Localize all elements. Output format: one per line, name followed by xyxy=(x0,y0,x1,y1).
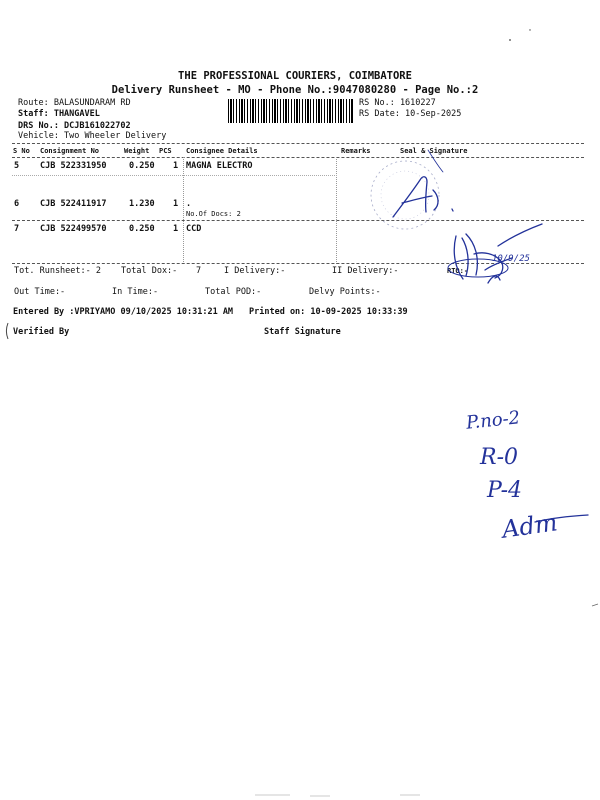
drs-number: DRS No.: DCJB161022702 xyxy=(18,121,131,131)
table-row-docs-note: No.Of Docs: 2 xyxy=(186,210,241,218)
handwritten-page-number: P.no-2 xyxy=(465,407,522,434)
verified-by: Verified By xyxy=(13,327,70,337)
first-delivery: I Delivery:- xyxy=(224,266,286,276)
table-row-consignee: MAGNA ELECTRO xyxy=(186,161,253,171)
company-title: THE PROFESSIONAL COURIERS, COIMBATORE xyxy=(178,70,412,82)
table-row-consignee: CCD xyxy=(186,224,202,234)
total-runsheet: Tot. Runsheet:- 2 xyxy=(14,266,101,276)
second-delivery: II Delivery:- xyxy=(332,266,399,276)
handwritten-p-count: P-4 xyxy=(487,478,523,503)
staff: Staff: THANGAVEL xyxy=(18,109,100,119)
col-header-remarks: Remarks xyxy=(341,147,371,155)
table-row-pcs: 1 xyxy=(173,224,179,234)
vehicle: Vehicle: Two Wheeler Delivery xyxy=(18,131,167,141)
table-row-sno: 5 xyxy=(14,161,20,171)
table-row-pcs: 1 xyxy=(173,161,179,171)
total-dox-value: 7 xyxy=(196,266,202,276)
handwritten-r-count: R-0 xyxy=(480,445,518,470)
table-row-weight: 0.250 xyxy=(129,161,155,171)
rs-number: RS No.: 1610227 xyxy=(359,98,436,108)
entered-by: Entered By :VPRIYAMO 09/10/2025 10:31:21 AM xyxy=(13,307,234,317)
table-row-weight: 1.230 xyxy=(129,199,155,209)
table-row-sno: 6 xyxy=(14,199,20,209)
runsheet-subtitle: Delivery Runsheet - MO - Phone No.:9047080280 - Page No.:2 xyxy=(111,84,479,96)
staff-signature-label: Staff Signature xyxy=(264,327,341,337)
stamp-date: 10/9/25 xyxy=(492,254,530,264)
col-header-sno: S No xyxy=(13,147,30,155)
delivery-points: Delvy Points:- xyxy=(309,287,381,297)
handwritten-signature: Adm xyxy=(500,508,560,544)
out-time: Out Time:- xyxy=(14,287,66,297)
route: Route: BALASUNDARAM RD xyxy=(18,98,131,108)
in-time: In Time:- xyxy=(112,287,159,297)
table-row-sno: 7 xyxy=(14,224,20,234)
table-row-weight: 0.250 xyxy=(129,224,155,234)
total-dox-label: Total Dox:- xyxy=(121,266,178,276)
table-row-consignment: CJB 522411917 xyxy=(40,199,107,209)
table-row-pcs: 1 xyxy=(173,199,179,209)
table-row-consignment: CJB 522499570 xyxy=(40,224,107,234)
col-header-seal: Seal & Signature xyxy=(400,147,468,155)
rs-date: RS Date: 10-Sep-2025 xyxy=(359,109,462,119)
col-header-weight: Weight xyxy=(124,147,150,155)
rto: RTO:- xyxy=(447,267,469,275)
printed-on: Printed on: 10-09-2025 10:33:39 xyxy=(249,307,408,317)
col-header-consignee: Consignee Details xyxy=(186,147,258,155)
total-pod: Total POD:- xyxy=(205,287,262,297)
table-row-consignee: . xyxy=(186,199,192,209)
table-row-consignment: CJB 522331950 xyxy=(40,161,107,171)
col-header-pcs: PCS xyxy=(159,147,172,155)
col-header-consignment: Consignment No xyxy=(40,147,100,155)
